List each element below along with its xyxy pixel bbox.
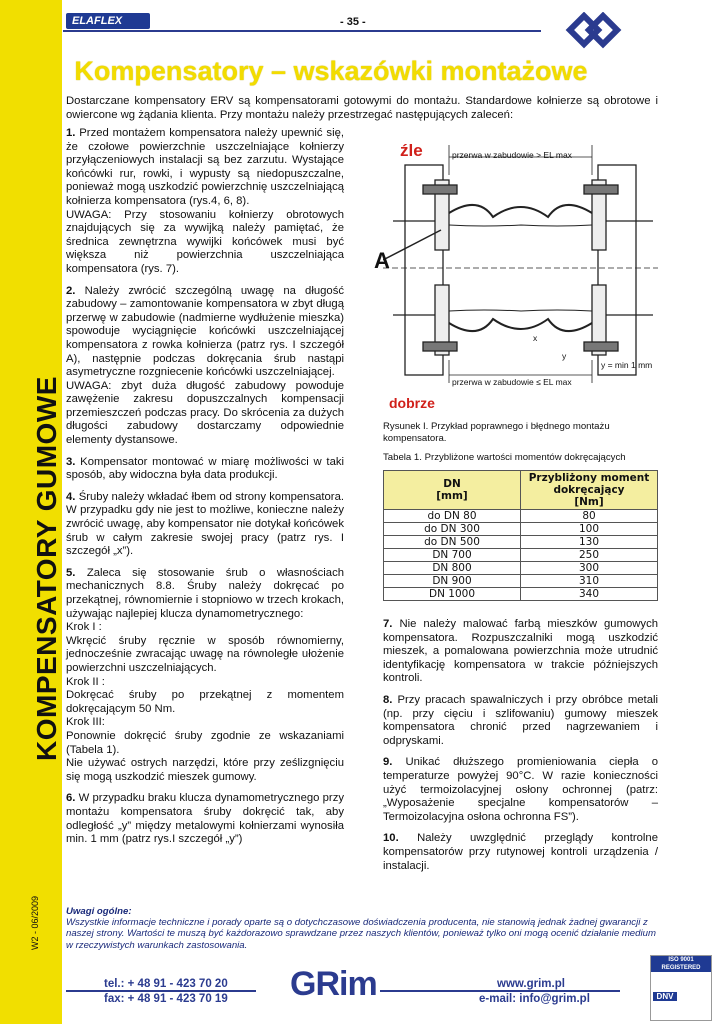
page-number: - 35 - <box>340 16 366 28</box>
elaflex-logo: ELAFLEX <box>66 13 150 29</box>
torque-table <box>383 470 658 601</box>
item-7: 7. Nie należy malować farbą mieszków gumowych kompensatora. Rozpuszczalniki mogą uszkodzić mieszek, a pomalowana powierzchnia może utrudnić identyfikację kompensatora w trakcie późniejszych kontroli. <box>383 618 658 685</box>
footer-rule-left <box>66 990 256 992</box>
iso-badge: ISO 9001 REGISTERED DNV <box>650 955 712 1021</box>
table-caption: Tabela 1. Przybliżone wartości momentów dokręcających <box>383 452 626 463</box>
table-row: DN 900 310 <box>384 575 658 588</box>
detail-y-mark: y <box>562 351 567 361</box>
table-row: DN 1000 340 <box>384 588 658 601</box>
header-rule <box>63 30 541 32</box>
figure-caption: Rysunek I. Przykład poprawnego i błędnego montażu kompensatora. <box>383 421 610 444</box>
item-5: 5. Zaleca się stosowanie śrub o własnościach mechanicznych 8.8. Śruby należy dokręcać po przekątnej, równomiernie i stopniowo w trzech krokach, używając najlepiej klucza dynamometrycznego: Krok I : Wkręcić śruby ręcznie w sposób równomierny, jednocześnie zwracając uwagę na równoległe ułożenie powierzchni uszczelniających. Krok II : Dokręcać śruby po przekątnej z momentem dokręcającym 50 Nm. Krok III: Ponownie dokręcić śruby zgodnie ze wskazaniami (Tabela 1). Nie używać ostrych narzędzi, które przy ześlizgnięciu się mogą uszkodzić mieszek gumowy. <box>66 566 345 783</box>
grim-logo: GRim <box>290 965 377 1003</box>
y-min-label: y = min 1 mm <box>601 360 653 370</box>
company-logo-icon <box>564 12 624 56</box>
footer-phone: tel.: + 48 91 - 423 70 20 <box>104 978 228 990</box>
table-header-row: DN [mm] Przybliżony moment dokręcający [Nm] <box>384 471 658 510</box>
intro-paragraph: Dostarczane kompensatory ERV są kompensatorami gotowymi do montażu. Standardowe kołnierze są obrotowe i owiercone wg żądania klienta. Przy montażu należy przestrzegać następujących zaleceń: <box>66 95 658 121</box>
table-row: DN 700 250 <box>384 549 658 562</box>
compensator-drawing <box>383 135 658 417</box>
item-2: 2. Należy zwrócić szczególną uwagę na długość zabudowy – zamontowanie kompensatora w zbyt długą przerwę w zabudowie (nadmierne wydłużenie mieszka) spowoduje wyciągnięcie końcówki uszczelniającej kompensatora z rowka kołnierza (patrz rys. I szczegół A), następnie podczas dokręcania śrub nastąpi asymetryczne rozgniecenie końcówki uszczelniającej. UWAGA: zbyt duża długość zabudowy powoduje zawężenie zakresu dopuszczalnych kompensacji przemieszczeń podczas pracy. Do skrócenia za dużych długości zabudowy dostarczamy odpowiednie elementy dystansowe. <box>66 284 344 447</box>
table-row: do DN 80 80 <box>384 510 658 523</box>
item-9: 9. Unikać dłuższego promieniowania ciepła o temperaturze powyżej 90°C. W razie konieczności użyć termoizolacyjnej osłony ochronnej (patrz: „Wyposażenie specjalne kompensatorów – Termoizolacyjna osłona ochronna FS”). <box>383 756 658 823</box>
sidebar-band <box>0 0 62 1024</box>
footer-rule-right <box>380 990 620 992</box>
version-date: W2 - 06/2009 <box>30 895 40 950</box>
installation-figure <box>383 135 658 417</box>
left-column <box>66 127 344 855</box>
item-4: 4. Śruby należy wkładać łbem od strony kompensatora. W przypadku gdy nie jest to możliwe, konieczne należy zwrócić uwagę, aby kompensator nie dotykał końcówek śrub w całym zakresie swojej pracy (patrz rys. I szczegół „x”). <box>66 490 344 558</box>
good-label: dobrze <box>389 395 435 411</box>
item-6: 6. W przypadku braku klucza dynamometrycznego przy montażu kompensatora śruby dokręcić tak, aby odległość „y” między metalowymi kołnierzami wynosiła min. 1 mm (patrz rys.I szczegół „y”) <box>66 792 344 846</box>
item-8: 8. Przy pracach spawalniczych i przy obróbce metali (np. przy cięciu i szlifowaniu) gumowy mieszek kompensatora chronić przed nagrzewaniem i odpryskami. <box>383 693 659 747</box>
dnv-logo: DNV <box>653 992 677 1001</box>
item-1: 1. Przed montażem kompensatora należy upewnić się, że czołowe powierzchnie uszczelniające kołnierzy przyłączeniowych instalacji są bez zarzutu. Wystające końcówki rur, rowki, i wypusty są niedopuszczalne, ponieważ mogą uszkodzić powierzchnię uszczelniającą kołnierza kompensatora (rys.4, 6, 8). UWAGA: Przy stosowaniu kołnierzy obrotowych znajdujących się za wywijką należy pamiętać, że średnica zewnętrzna wywijki końcówek musi być większa niż powierzchnia uszczelniająca kompensatora (rys. 7). <box>66 127 344 275</box>
table-row: do DN 500 130 <box>384 536 658 549</box>
bottom-dimension-label: przerwa w zabudowie ≤ EL max <box>452 377 572 387</box>
table-row: DN 800 300 <box>384 562 658 575</box>
right-column <box>383 618 658 881</box>
detail-a-label: A <box>374 248 390 273</box>
bad-label: źle <box>400 141 423 160</box>
footer-website-link[interactable]: www.grim.pl <box>497 978 565 990</box>
footer-fax: fax: + 48 91 - 423 70 19 <box>104 993 228 1005</box>
footer-email-link[interactable]: e-mail: info@grim.pl <box>479 993 590 1005</box>
sidebar-title: KOMPENSATORY GUMOWE <box>31 376 62 761</box>
general-note: Uwagi ogólne: Wszystkie informacje techniczne i porady oparte są o dotychczasowe doświadczenia producenta, nie stanowią jednak żadnej gwarancji z naszej strony. Wartości te muszą być każdorazowo sprawdzane przez naszych klientów, ponieważ tylko oni mogą ocenić działanie medium w rzeczywistych warunkach zastosowania. <box>66 906 656 951</box>
item-3: 3. Kompensator montować w miarę możliwości w taki sposób, aby widoczna była data produkcji. <box>66 455 345 482</box>
item-10: 10. Należy uwzględnić przeglądy kontrolne kompensatorów przy rutynowej kontroli urządzenia / instalacji. <box>383 832 659 872</box>
detail-x-label: x <box>533 333 538 343</box>
page-title: Kompensatory – wskazówki montażowe <box>74 56 588 86</box>
top-dimension-label: przerwa w zabudowie > EL max <box>452 150 572 160</box>
table-row: do DN 300 100 <box>384 523 658 536</box>
